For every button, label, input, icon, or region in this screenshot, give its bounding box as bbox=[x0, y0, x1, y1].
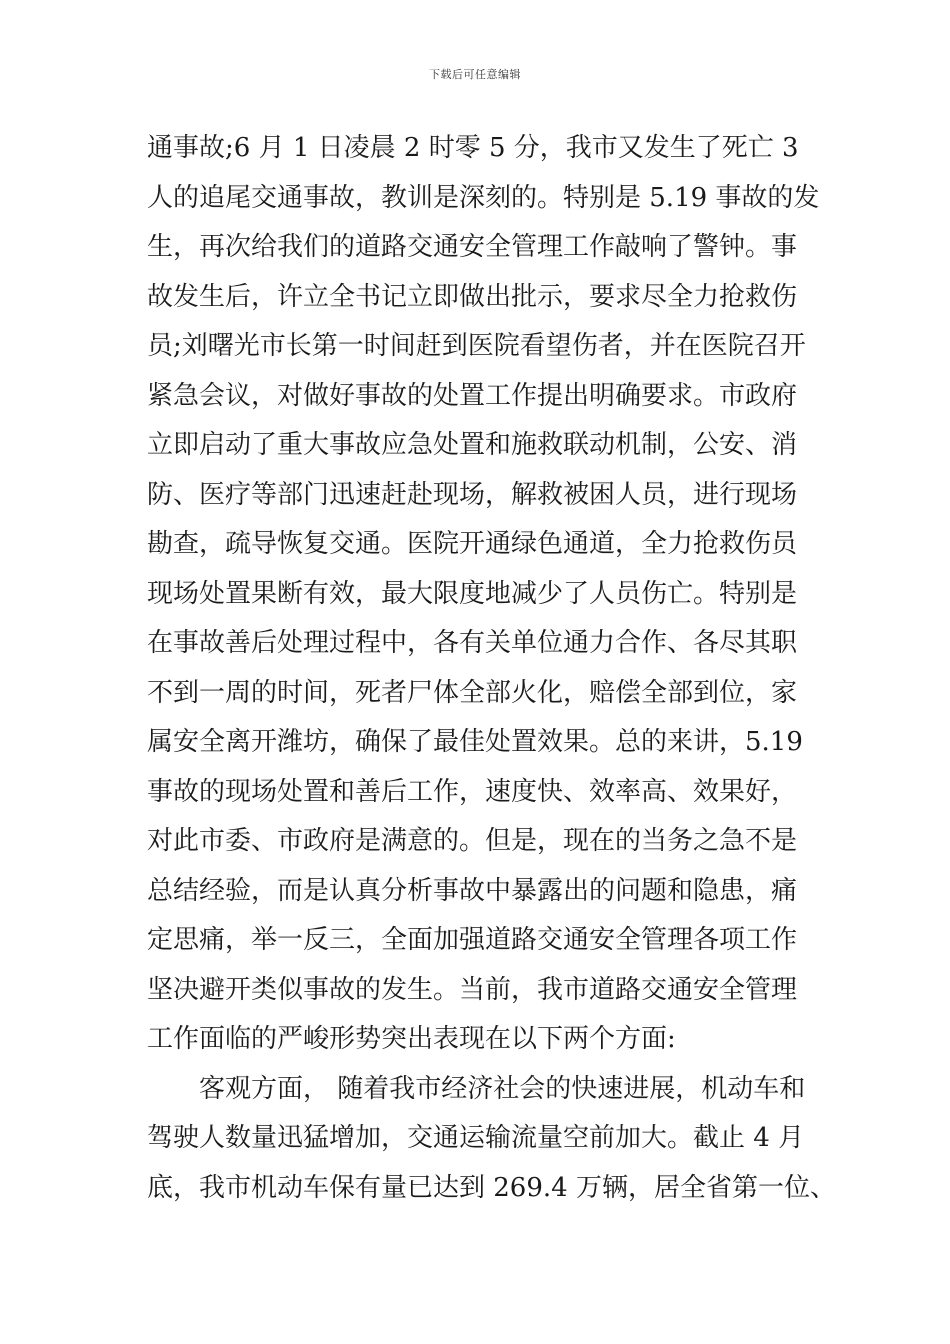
page-header: 下载后可任意编辑 bbox=[429, 68, 521, 81]
body-line: 事故的现场处置和善后工作，速度快、效率高、效果好， bbox=[147, 776, 798, 807]
body-line: 勘查，疏导恢复交通。医院开通绿色通道，全力抢救伤员 bbox=[147, 529, 798, 559]
body-line: 立即启动了重大事故应急处置和施救联动机制，公安、消 bbox=[147, 430, 798, 460]
body-line: 人的追尾交通事故，教训是深刻的。特别是 5.19 事故的发 bbox=[147, 182, 820, 213]
body-line: 现场处置果断有效，最大限度地减少了人员伤亡。特别是 bbox=[147, 578, 798, 609]
body-line: 紧急会议，对做好事故的处置工作提出明确要求。市政府 bbox=[147, 380, 798, 411]
body-line: 驾驶人数量迅猛增加，交通运输流量空前加大。截止 4 月 bbox=[147, 1123, 805, 1153]
body-line: 故发生后，许立全书记立即做出批示，要求尽全力抢救伤 bbox=[147, 281, 798, 312]
paragraph-first-line: 客观方面， 随着我市经济社会的快速进展，机动车和 bbox=[199, 1073, 806, 1104]
body-line: 坚决避开类似事故的发生。当前，我市道路交通安全管理 bbox=[147, 974, 798, 1005]
body-line: 总结经验，而是认真分析事故中暴露出的问题和隐患，痛 bbox=[147, 875, 798, 906]
body-line: 在事故善后处理过程中，各有关单位通力合作、各尽其职 bbox=[147, 628, 798, 658]
body-line: 通事故;6 月 1 日凌晨 2 时零 5 分，我市又发生了死亡 3 bbox=[147, 133, 799, 163]
body-line: 属安全离开潍坊，确保了最佳处置效果。总的来讲，5.19 bbox=[147, 727, 803, 757]
body-line: 底，我市机动车保有量已达到 269.4 万辆，居全省第一位、 bbox=[147, 1172, 836, 1203]
body-line: 生，再次给我们的道路交通安全管理工作敲响了警钟。事 bbox=[147, 232, 798, 262]
body-line: 不到一周的时间，死者尸体全部火化，赔偿全部到位，家 bbox=[147, 677, 798, 708]
body-line: 员;刘曙光市长第一时间赶到医院看望伤者，并在医院召开 bbox=[147, 331, 806, 361]
body-line: 定思痛，举一反三，全面加强道路交通安全管理各项工作 bbox=[147, 925, 798, 955]
body-line: 防、医疗等部门迅速赶赴现场，解救被困人员，进行现场 bbox=[147, 479, 798, 510]
body-line: 对此市委、市政府是满意的。但是，现在的当务之急不是 bbox=[147, 826, 798, 856]
document-body bbox=[147, 130, 836, 1219]
body-line: 工作面临的严峻形势突出表现在以下两个方面: bbox=[147, 1024, 676, 1054]
